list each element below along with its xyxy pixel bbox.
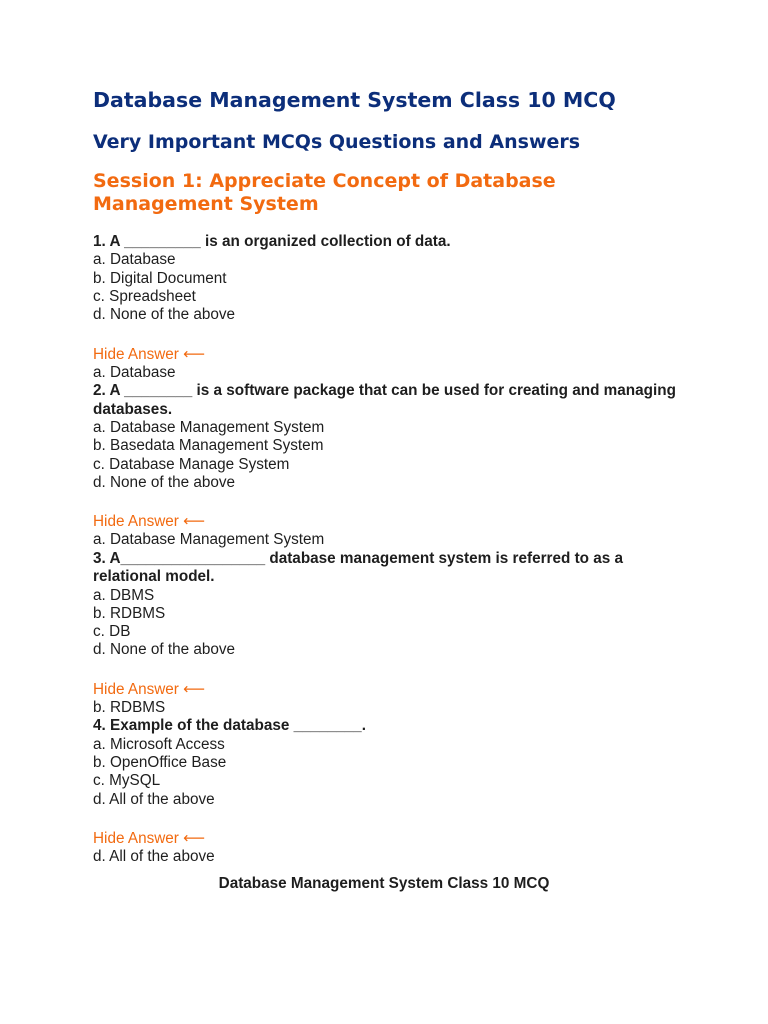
option-c: c. Database Manage System — [93, 455, 290, 473]
page-footer: Database Management System Class 10 MCQ — [218, 875, 550, 892]
option-d: d. None of the above — [93, 306, 236, 324]
question-list — [93, 233, 693, 867]
option-c: c. MySQL — [93, 772, 161, 790]
session-heading: Session 1: Appreciate Concept of Database Management System — [93, 170, 556, 215]
answer-text: a. Database — [93, 363, 176, 381]
option-d: d. None of the above — [93, 473, 236, 491]
option-a: a. Database — [93, 251, 176, 269]
option-b: b. Basedata Management System — [93, 437, 324, 455]
question-block-1 — [93, 233, 693, 382]
answer-text: d. All of the above — [93, 848, 215, 866]
option-b: b. OpenOffice Base — [93, 754, 227, 772]
question-text: 3. A_________________ database management system is referred to as a relational model. — [93, 549, 624, 586]
hide-answer-link[interactable]: Hide Answer ⟵ — [93, 513, 206, 531]
page-title: Database Management System Class 10 MCQ — [93, 88, 616, 112]
option-d: d. All of the above — [93, 790, 215, 808]
question-text: 2. A ________ is a software package that can be used for creating and managing databases. — [93, 382, 676, 418]
question-block-3 — [93, 550, 693, 718]
hide-answer-link[interactable]: Hide Answer ⟵ — [93, 829, 206, 847]
option-a: a. Microsoft Access — [93, 735, 225, 753]
answer-text: a. Database Management System — [93, 531, 325, 549]
page-subtitle: Very Important MCQs Questions and Answers — [93, 131, 581, 153]
question-text: 4. Example of the database ________. — [93, 717, 366, 735]
answer-text: b. RDBMS — [93, 699, 166, 717]
option-a: a. DBMS — [93, 586, 155, 604]
question-block-2 — [93, 382, 693, 550]
option-a: a. Database Management System — [93, 419, 325, 436]
option-b: b. Digital Document — [93, 269, 227, 287]
question-text: 1. A _________ is an organized collection of data. — [93, 233, 451, 250]
hide-answer-link[interactable]: Hide Answer ⟵ — [93, 345, 206, 363]
document-page — [93, 86, 693, 867]
option-c: c. DB — [93, 623, 131, 641]
option-d: d. None of the above — [93, 641, 236, 659]
option-b: b. RDBMS — [93, 604, 166, 622]
option-c: c. Spreadsheet — [93, 288, 196, 305]
hide-answer-link[interactable]: Hide Answer ⟵ — [93, 680, 206, 698]
question-block-4 — [93, 717, 693, 866]
